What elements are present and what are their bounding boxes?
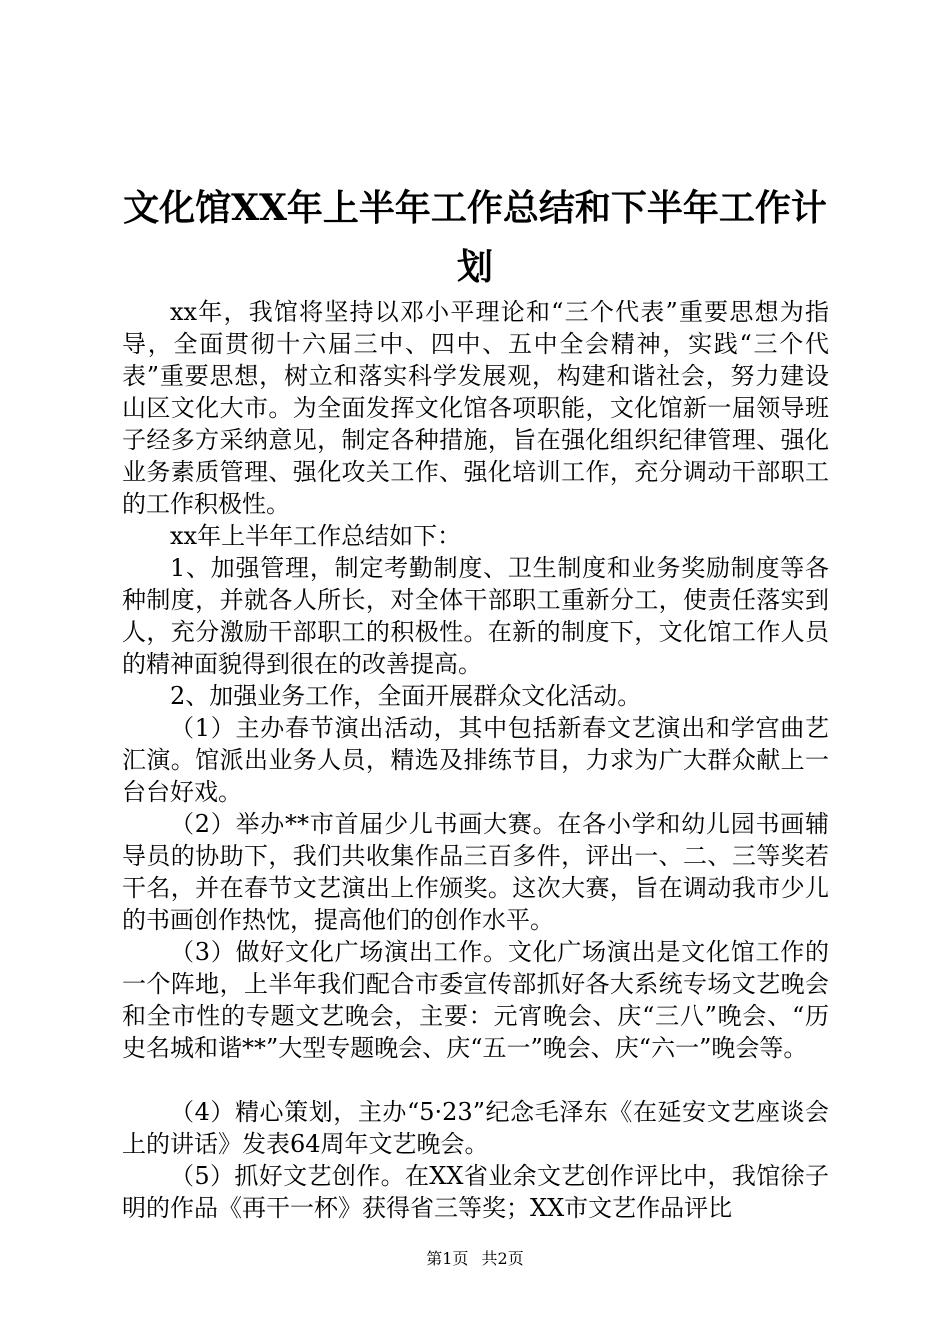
paragraph-summary-heading: xx年上半年工作总结如下： xyxy=(170,522,462,550)
page-footer xyxy=(0,1246,950,1269)
paragraph-subitem-4: （4）精心策划，主办“5·23”纪念毛泽东《在延安文艺座谈会上的讲话》发表64周年文艺晚会。 xyxy=(122,1098,829,1158)
document-title-line-1: 文化馆XX年上半年工作总结和下半年工作计 xyxy=(123,187,827,229)
page-total: 共2页 xyxy=(481,1249,524,1268)
document-title-line-2: 划 xyxy=(456,246,493,288)
paragraph-subitem-3: （3）做好文化广场演出工作。文化广场演出是文化馆工作的一个阵地，上半年我们配合市委宣传部抓好各大系统专场文艺晚会和全市性的专题文艺晚会，主要：元宵晚会、庆“三八”晚会、“历史名城和谐**”大型专题晚会、庆“五一”晚会、庆“六一”晚会等。 xyxy=(122,938,829,1062)
paragraph-subitem-2: （2）举办**市首届少儿书画大赛。在各小学和幼儿园书画辅导员的协助下，我们共收集作品三百多件，评出一、二、三等奖若干名，并在春节文艺演出上作颁奖。这次大赛，旨在调动我市少儿的书画创作热忱，提高他们的创作水平。 xyxy=(122,810,829,934)
paragraph-item-2: 2、加强业务工作，全面开展群众文化活动。 xyxy=(170,682,642,710)
paragraph-subitem-5: （5）抓好文艺创作。在XX省业余文艺创作评比中，我馆徐子明的作品《再干一杯》获得省三等奖；XX市文艺作品评比 xyxy=(122,1162,829,1222)
page-number: 第1页 xyxy=(426,1249,469,1268)
paragraph-intro: xx年，我馆将坚持以邓小平理论和“三个代表”重要思想为指导，全面贯彻十六届三中、四中、五中全会精神，实践“三个代表”重要思想，树立和落实科学发展观，构建和谐社会，努力建设山区文化大市。为全面发挥文化馆各项职能，文化馆新一届领导班子经多方采纳意见，制定各种措施，旨在强化组织纪律管理、强化业务素质管理、强化攻关工作、强化培训工作，充分调动干部职工的工作积极性。 xyxy=(122,298,829,518)
paragraph-item-1: 1、加强管理，制定考勤制度、卫生制度和业务奖励制度等各种制度，并就各人所长，对全体干部职工重新分工，使责任落实到人，充分激励干部职工的积极性。在新的制度下，文化馆工作人员的精神面貌得到很在的改善提高。 xyxy=(122,554,829,678)
paragraph-subitem-1: （1）主办春节演出活动，其中包括新春文艺演出和学宫曲艺汇演。馆派出业务人员，精选及排练节目，力求为广大群众献上一台台好戏。 xyxy=(122,714,829,806)
